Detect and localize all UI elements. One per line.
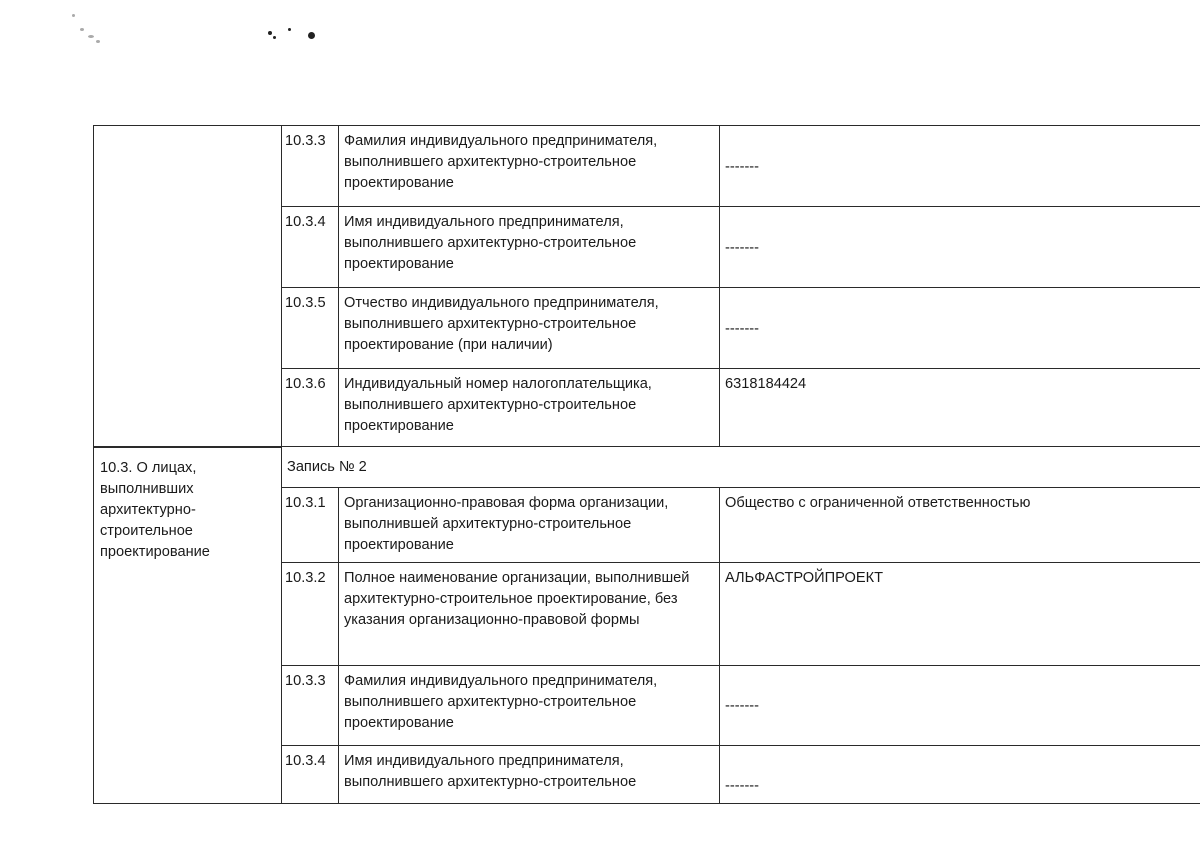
row-label: Организационно-правовая форма организации, выполнившей архитектурно-строительное проектирование [339, 488, 720, 563]
record-header: Запись № 2 [282, 447, 1200, 488]
row-value: АЛЬФАСТРОЙПРОЕКТ [720, 563, 1200, 666]
row-label: Имя индивидуального предпринимателя, выполнившего архитектурно-строительное [339, 746, 720, 804]
row-label: Фамилия индивидуального предпринимателя, выполнившего архитектурно-строительное проектирование [339, 666, 720, 746]
document-table [93, 125, 1200, 804]
row-value: Общество с ограниченной ответственностью [720, 488, 1200, 563]
record-header-row [94, 447, 1200, 488]
row-label: Индивидуальный номер налогоплательщика, выполнившего архитектурно-строительное проектирование [339, 369, 720, 447]
row-value: ------- [720, 207, 1200, 288]
row-number: 10.3.1 [282, 488, 339, 563]
row-value: ------- [720, 746, 1200, 804]
row-number: 10.3.6 [282, 369, 339, 447]
row-value: ------- [720, 288, 1200, 369]
row-number: 10.3.4 [282, 207, 339, 288]
empty-section-cell [94, 126, 282, 447]
row-label: Полное наименование организации, выполнившей архитектурно-строительное проектирование, без указания организационно-правовой формы [339, 563, 720, 666]
row-number: 10.3.2 [282, 563, 339, 666]
table-row [94, 126, 1200, 207]
row-label: Имя индивидуального предпринимателя, выполнившего архитектурно-строительное проектирование [339, 207, 720, 288]
row-number: 10.3.4 [282, 746, 339, 804]
row-value: 6318184424 [720, 369, 1200, 447]
row-value: ------- [720, 126, 1200, 207]
row-number: 10.3.5 [282, 288, 339, 369]
row-number: 10.3.3 [282, 666, 339, 746]
row-label: Фамилия индивидуального предпринимателя, выполнившего архитектурно-строительное проектирование [339, 126, 720, 207]
section-title: 10.3. О лицах, выполнивших архитектурно-строительное проектирование [94, 447, 282, 804]
row-value: ------- [720, 666, 1200, 746]
row-number: 10.3.3 [282, 126, 339, 207]
row-label: Отчество индивидуального предпринимателя, выполнившего архитектурно-строительное проектирование (при наличии) [339, 288, 720, 369]
